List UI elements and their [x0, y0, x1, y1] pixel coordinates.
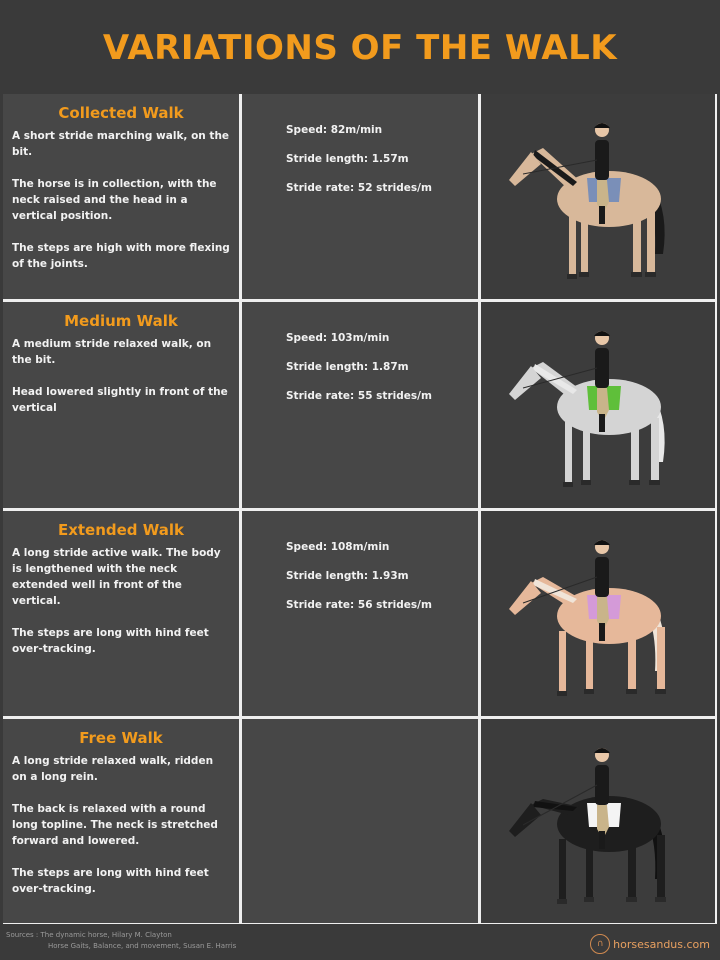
description-cell [3, 302, 239, 508]
walk-variations-table [3, 94, 717, 924]
stride-rate-value: Stride rate: 56 strides/m [286, 599, 432, 611]
walk-stats [242, 302, 478, 402]
horse-rider-medium-icon [481, 302, 715, 507]
sources-line-1: The dynamic horse, Hilary M. Clayton [40, 931, 172, 939]
brand-logo[interactable] [590, 934, 710, 954]
stride-rate-value: Stride rate: 55 strides/m [286, 390, 432, 402]
walk-name: Extended Walk [57, 521, 185, 539]
stats-cell [242, 719, 478, 923]
description-paragraph: Head lowered slightly in front of the vertical [12, 386, 228, 414]
page-title: VARIATIONS OF THE WALK [102, 28, 618, 68]
walk-name: Free Walk [79, 729, 163, 747]
stride-length-value: Stride length: 1.93m [286, 570, 409, 582]
horse-rider-extended-icon [481, 511, 715, 716]
illustration-cell [481, 94, 715, 299]
walk-description [3, 545, 239, 657]
sources-label: Sources : [6, 931, 39, 939]
walk-name: Collected Walk [58, 104, 184, 122]
description-cell [3, 511, 239, 716]
walk-stats [242, 719, 478, 749]
stats-cell [242, 302, 478, 508]
speed-value: Speed: 108m/min [286, 541, 390, 553]
walk-stats [242, 511, 478, 611]
description-paragraph: A long stride relaxed walk, ridden on a long rein. [12, 755, 214, 783]
horse-rider-collected-icon [481, 94, 715, 299]
speed-value: Speed: 103m/min [286, 332, 390, 344]
walk-description [3, 753, 239, 897]
description-paragraph: A medium stride relaxed walk, on the bit. [12, 338, 212, 366]
description-paragraph: The horse is in collection, with the neck raised and the head in a vertical position. [12, 178, 217, 222]
walk-name: Medium Walk [64, 312, 178, 330]
illustration-cell [481, 719, 715, 923]
stride-length-value: Stride length: 1.57m [286, 153, 409, 165]
sources-line-2: Horse Gaits, Balance, and movement, Susan E. Harris [48, 942, 237, 950]
description-paragraph: The steps are long with hind feet over-tracking. [12, 627, 209, 655]
description-paragraph: The back is relaxed with a round long topline. The neck is stretched forward and lowered. [12, 803, 218, 847]
description-paragraph: A short stride marching walk, on the bit. [12, 130, 230, 158]
walk-description [3, 336, 239, 416]
description-cell [3, 94, 239, 299]
stats-cell [242, 511, 478, 716]
walk-stats [242, 94, 478, 194]
stats-cell [242, 94, 478, 299]
description-cell [3, 719, 239, 923]
sources-note [6, 930, 236, 952]
description-paragraph: The steps are high with more flexing of the joints. [12, 242, 230, 270]
horseshoe-icon: ∩ [590, 934, 610, 954]
walk-description [3, 128, 239, 272]
description-paragraph: A long stride active walk. The body is lengthened with the neck extended well in front of the vertical. [12, 547, 221, 607]
speed-value: Speed: 82m/min [286, 124, 383, 136]
stride-rate-value: Stride rate: 52 strides/m [286, 182, 432, 194]
description-paragraph: The steps are long with hind feet over-tracking. [12, 867, 209, 895]
stride-length-value: Stride length: 1.87m [286, 361, 409, 373]
illustration-cell [481, 302, 715, 508]
horse-rider-free-icon [481, 719, 715, 923]
illustration-cell [481, 511, 715, 716]
brand-text: horsesandus.com [613, 937, 710, 951]
